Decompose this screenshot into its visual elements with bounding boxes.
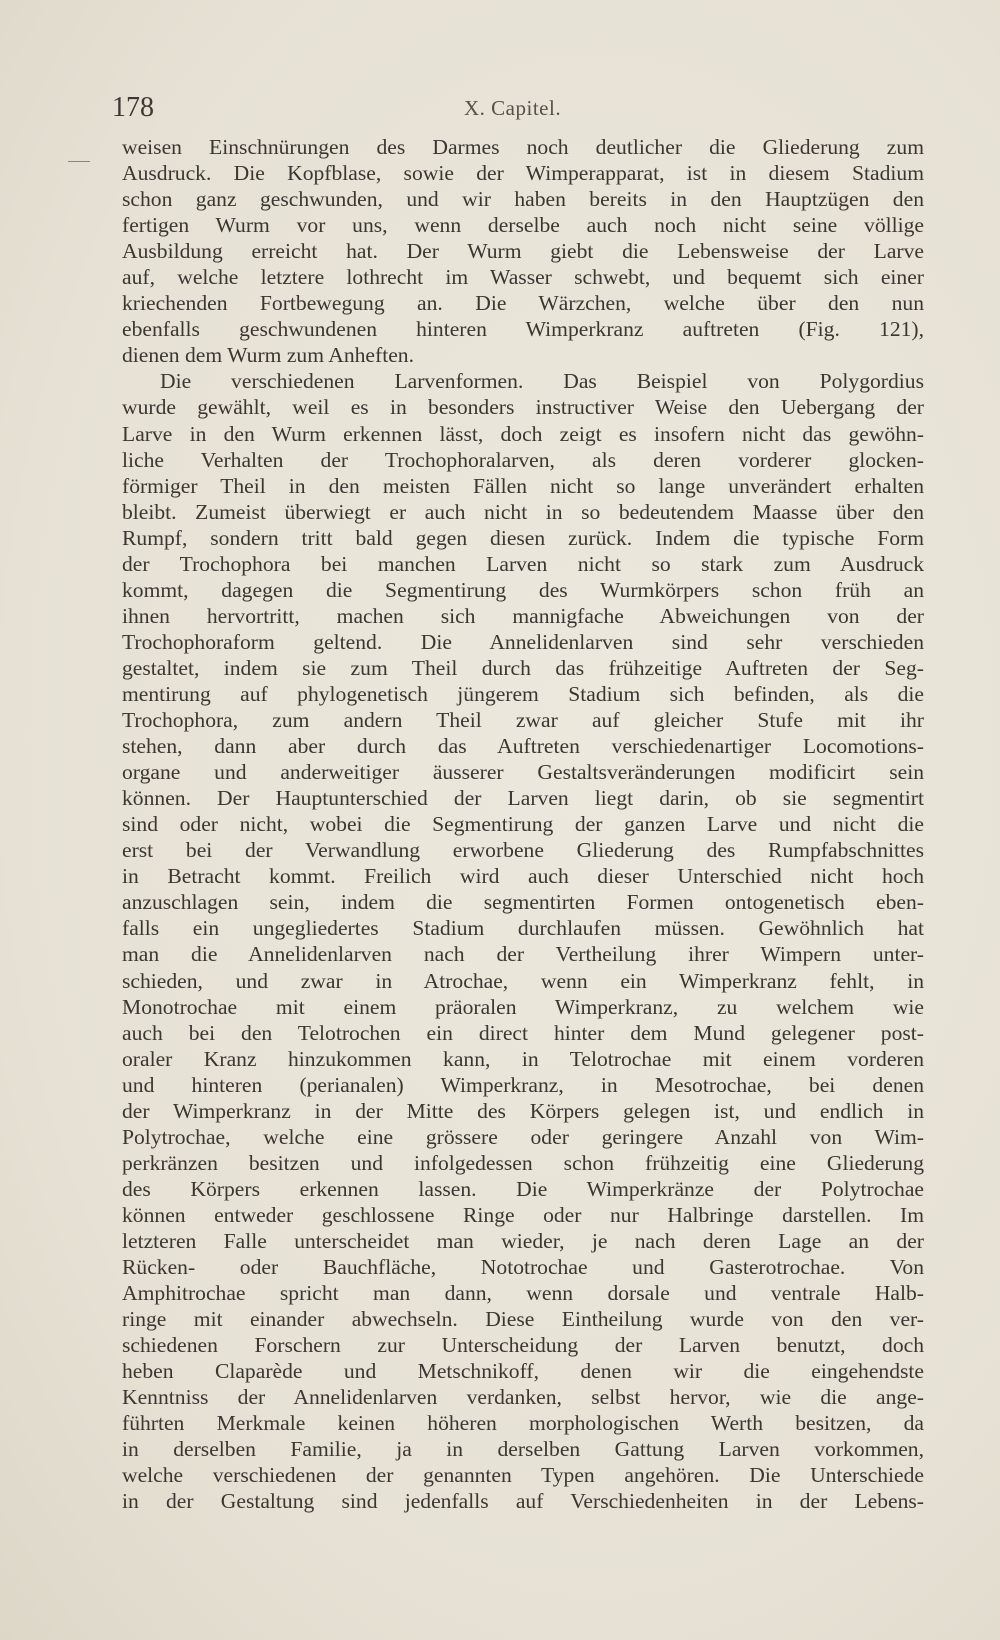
text-line: organe und anderweitiger äusserer Gestaltsveränderungen modificirt sein [122,760,924,785]
text-line: weisen Einschnürungen des Darmes noch deutlicher die Gliederung zum [122,135,924,159]
text-line: dienen dem Wurm zum Anheften. [122,343,414,368]
text-line: man die Annelidenlarven nach der Vertheilung ihrer Wimpern unter- [122,942,924,967]
text-line: und hinteren (perianalen) Wimperkranz, in Mesotrochae, bei denen [122,1072,924,1097]
text-line: welche verschiedenen der genannten Typen angehören. Die Unterschiede [122,1463,924,1488]
text-line: Trochophoraform geltend. Die Annelidenlarven sind sehr verschieden [122,629,924,654]
text-line: bleibt. Zumeist überwiegt er auch nicht in so bedeutendem Maasse über den [122,499,924,524]
text-line: auch bei den Telotrochen ein direct hinter dem Mund gelegener post- [122,1020,924,1045]
text-line: in Betracht kommt. Freilich wird auch dieser Unterschied nicht hoch [122,864,924,889]
text-line: in derselben Familie, ja in derselben Gattung Larven vorkommen, [122,1437,924,1462]
text-line: kriechenden Fortbewegung an. Die Wärzchen, welche über den nun [122,291,924,316]
text-line: schieden, und zwar in Atrochae, wenn ein Wimperkranz fehlt, in [122,968,924,993]
text-line: falls ein ungegliedertes Stadium durchlaufen müssen. Gewöhnlich hat [122,916,924,941]
text-line: Rücken- oder Bauchfläche, Nototrochae und Gasterotrochae. Von [122,1255,924,1280]
text-line: Polytrochae, welche eine grössere oder geringere Anzahl von Wim- [122,1124,924,1149]
text-line: des Körpers erkennen lassen. Die Wimperkränze der Polytrochae [122,1176,924,1201]
text-line: heben Claparède und Metschnikoff, denen wir die eingehendste [122,1359,924,1384]
text-line: ebenfalls geschwundenen hinteren Wimperkranz auftreten (Fig. 121), [122,317,924,342]
text-line: Rumpf, sondern tritt bald gegen diesen zurück. Indem die typische Form [122,525,924,550]
text-line: Ausdruck. Die Kopfblase, sowie der Wimperapparat, ist in diesem Stadium [122,161,924,186]
text-line: Amphitrochae spricht man dann, wenn dorsale und ventrale Halb- [122,1281,924,1306]
text-line: in der Gestaltung sind jedenfalls auf Verschiedenheiten in der Lebens- [122,1489,924,1514]
text-line: erst bei der Verwandlung erworbene Gliederung des Rumpfabschnittes [122,838,924,863]
text-line: der Wimperkranz in der Mitte des Körpers gelegen ist, und endlich in [122,1098,924,1123]
text-line: schon ganz geschwunden, und wir haben bereits in den Hauptzügen den [122,187,924,212]
text-line: Kenntniss der Annelidenlarven verdanken, selbst hervor, wie die ange- [122,1385,924,1410]
text-line: auf, welche letztere lothrecht im Wasser schwebt, und bequemt sich einer [122,265,924,290]
text-line: perkränzen besitzen und infolgedessen schon frühzeitig eine Gliederung [122,1150,924,1175]
text-line: Die verschiedenen Larvenformen. Das Beispiel von Polygordius [160,369,924,394]
text-line: anzuschlagen sein, indem die segmentirten Formen ontogenetisch eben- [122,890,924,915]
text-line: der Trochophora bei manchen Larven nicht so stark zum Ausdruck [122,551,924,576]
text-line: kommt, dagegen die Segmentirung des Wurmkörpers schon früh an [122,577,924,602]
text-line: letzteren Falle unterscheidet man wieder, je nach deren Lage an der [122,1228,924,1253]
text-line: stehen, dann aber durch das Auftreten verschiedenartiger Locomotions- [122,734,924,759]
text-line: ihnen hervortritt, machen sich mannigfache Abweichungen von der [122,603,924,628]
text-line: liche Verhalten der Trochophoralarven, als deren vorderer glocken- [122,447,924,472]
text-line: fertigen Wurm vor uns, wenn derselbe auch noch nicht seine völlige [122,213,924,238]
text-line: Larve in den Wurm erkennen lässt, doch zeigt es insofern nicht das gewöhn- [122,421,924,446]
page-number: 178 [112,92,154,123]
text-line: können entweder geschlossene Ringe oder nur Halbringe darstellen. Im [122,1202,924,1227]
text-line: schiedenen Forschern zur Unterscheidung der Larven benutzt, doch [122,1333,924,1358]
page-header [112,92,932,132]
text-line: führten Merkmale keinen höheren morphologischen Werth besitzen, da [122,1411,924,1436]
margin-mark [68,161,90,162]
text-line: förmiger Theil in den meisten Fällen nicht so lange unverändert erhalten [122,473,924,498]
text-line: wurde gewählt, weil es in besonders instructiver Weise den Uebergang der [122,395,924,420]
running-head: X. Capitel. [464,96,562,120]
text-line: ringe mit einander abwechseln. Diese Eintheilung wurde von den ver- [122,1307,924,1332]
text-line: Trochophora, zum andern Theil zwar auf gleicher Stufe mit ihr [122,708,924,733]
text-line: Ausbildung erreicht hat. Der Wurm giebt die Lebensweise der Larve [122,239,924,264]
text-line: können. Der Hauptunterschied der Larven liegt darin, ob sie segmentirt [122,786,924,811]
text-line: mentirung auf phylogenetisch jüngerem Stadium sich befinden, als die [122,681,924,706]
text-line: gestaltet, indem sie zum Theil durch das frühzeitige Auftreten der Seg- [122,655,924,680]
text-line: oraler Kranz hinzukommen kann, in Telotrochae mit einem vorderen [122,1046,924,1071]
body-text [122,134,924,1514]
text-line: Monotrochae mit einem präoralen Wimperkranz, zu welchem wie [122,994,924,1019]
text-line: sind oder nicht, wobei die Segmentirung der ganzen Larve und nicht die [122,812,924,837]
